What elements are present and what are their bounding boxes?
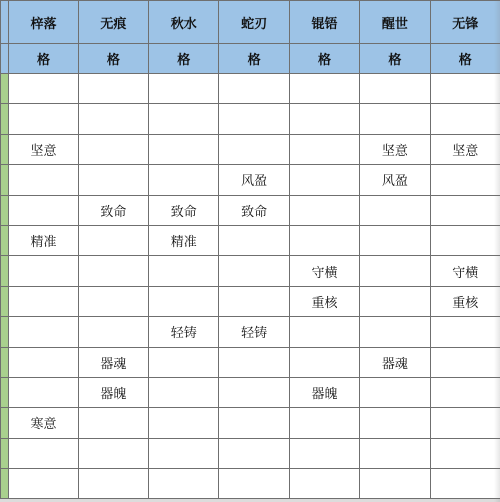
row-side-strip — [1, 408, 9, 438]
table-cell[interactable] — [430, 317, 500, 347]
table-cell[interactable] — [219, 438, 289, 468]
row-side-strip — [1, 438, 9, 468]
table-cell[interactable] — [149, 74, 219, 104]
table-cell[interactable] — [9, 286, 78, 316]
table-cell[interactable] — [360, 225, 430, 255]
table-cell[interactable]: 精准 — [9, 225, 78, 255]
table-cell[interactable]: 守横 — [289, 256, 359, 286]
table-cell[interactable] — [78, 469, 148, 499]
table-cell[interactable] — [78, 408, 148, 438]
table-cell[interactable] — [289, 408, 359, 438]
table-cell[interactable] — [360, 408, 430, 438]
row-side-strip — [1, 317, 9, 347]
row-side-strip — [1, 256, 9, 286]
row-side-strip — [1, 134, 9, 164]
header-side-cell — [1, 44, 9, 74]
table-cell[interactable] — [219, 256, 289, 286]
row-side-strip — [1, 377, 9, 407]
table-cell[interactable]: 重核 — [430, 286, 500, 316]
table-cell[interactable] — [289, 165, 359, 195]
table-cell[interactable] — [289, 317, 359, 347]
table-row — [1, 256, 500, 286]
table-cell[interactable] — [78, 225, 148, 255]
table-cell[interactable] — [9, 256, 78, 286]
table-cell[interactable]: 重核 — [289, 286, 359, 316]
table-cell[interactable] — [78, 317, 148, 347]
table-cell[interactable] — [78, 74, 148, 104]
header-cell[interactable]: 格 — [360, 44, 430, 74]
table-cell[interactable]: 致命 — [78, 195, 148, 225]
table-cell[interactable] — [289, 195, 359, 225]
header-side-cell — [1, 1, 9, 44]
table-row — [1, 469, 500, 499]
table-cell[interactable] — [149, 134, 219, 164]
table-cell[interactable] — [219, 469, 289, 499]
table-row — [1, 165, 500, 195]
header-row-sub — [1, 44, 500, 74]
table-cell[interactable]: 风盈 — [360, 165, 430, 195]
header-cell[interactable]: 格 — [149, 44, 219, 74]
table-cell[interactable] — [9, 104, 78, 134]
table-cell[interactable]: 坚意 — [430, 134, 500, 164]
table-cell[interactable]: 守横 — [430, 256, 500, 286]
table-cell[interactable] — [289, 104, 359, 134]
table-cell[interactable] — [149, 469, 219, 499]
header-cell[interactable]: 格 — [219, 44, 289, 74]
table-cell[interactable] — [289, 74, 359, 104]
table-cell[interactable] — [360, 317, 430, 347]
table-cell[interactable] — [360, 469, 430, 499]
table-cell[interactable] — [149, 438, 219, 468]
table-cell[interactable] — [78, 165, 148, 195]
table-cell[interactable] — [219, 286, 289, 316]
row-side-strip — [1, 165, 9, 195]
table-cell[interactable] — [9, 74, 78, 104]
table-cell[interactable] — [430, 165, 500, 195]
table-cell[interactable] — [9, 165, 78, 195]
table-cell[interactable] — [219, 134, 289, 164]
table-cell[interactable] — [78, 286, 148, 316]
table-cell[interactable] — [78, 438, 148, 468]
table-cell[interactable] — [219, 377, 289, 407]
table-cell[interactable] — [78, 134, 148, 164]
table-row — [1, 74, 500, 104]
row-side-strip — [1, 195, 9, 225]
row-side-strip — [1, 286, 9, 316]
table-cell[interactable]: 坚意 — [9, 134, 78, 164]
table-cell[interactable] — [9, 438, 78, 468]
header-cell[interactable]: 梓落 — [9, 1, 78, 44]
table-cell[interactable] — [430, 438, 500, 468]
table-cell[interactable] — [149, 347, 219, 377]
table-cell[interactable] — [9, 469, 78, 499]
row-side-strip — [1, 104, 9, 134]
header-cell[interactable]: 无锋 — [430, 1, 500, 44]
table-cell[interactable] — [149, 286, 219, 316]
table-cell[interactable] — [430, 104, 500, 134]
table-cell[interactable] — [149, 377, 219, 407]
table-row — [1, 104, 500, 134]
table-row — [1, 286, 500, 316]
table-cell[interactable] — [289, 469, 359, 499]
table-cell[interactable] — [9, 195, 78, 225]
table-cell[interactable]: 器魄 — [289, 377, 359, 407]
table-cell[interactable]: 致命 — [219, 195, 289, 225]
table-cell[interactable] — [219, 347, 289, 377]
row-side-strip — [1, 347, 9, 377]
table-row — [1, 347, 500, 377]
row-side-strip — [1, 225, 9, 255]
table-cell[interactable] — [430, 377, 500, 407]
table-cell[interactable]: 精准 — [149, 225, 219, 255]
header-cell[interactable]: 醒世 — [360, 1, 430, 44]
header-row-names — [1, 1, 500, 44]
table-cell[interactable] — [360, 377, 430, 407]
table-cell[interactable] — [430, 347, 500, 377]
table-cell[interactable]: 器魄 — [78, 377, 148, 407]
table-cell[interactable] — [430, 469, 500, 499]
table-row — [1, 317, 500, 347]
table-cell[interactable]: 坚意 — [360, 134, 430, 164]
table-cell[interactable] — [149, 104, 219, 134]
table-cell[interactable]: 器魂 — [78, 347, 148, 377]
header-cell[interactable]: 格 — [78, 44, 148, 74]
table-cell[interactable] — [149, 256, 219, 286]
table-cell[interactable]: 致命 — [149, 195, 219, 225]
table-cell[interactable] — [219, 225, 289, 255]
table-cell[interactable] — [9, 317, 78, 347]
table-cell[interactable] — [219, 104, 289, 134]
table-cell[interactable] — [78, 256, 148, 286]
table-cell[interactable] — [9, 347, 78, 377]
table-cell[interactable] — [149, 165, 219, 195]
table-row — [1, 377, 500, 407]
table-cell[interactable]: 轻铸 — [219, 317, 289, 347]
table-cell[interactable] — [219, 74, 289, 104]
header-cell[interactable]: 格 — [9, 44, 78, 74]
header-cell[interactable]: 无痕 — [78, 1, 148, 44]
table-cell[interactable] — [360, 256, 430, 286]
table-cell[interactable]: 风盈 — [219, 165, 289, 195]
table-cell[interactable] — [360, 286, 430, 316]
header-cell[interactable]: 秋水 — [149, 1, 219, 44]
row-side-strip — [1, 469, 9, 499]
table-cell[interactable] — [430, 408, 500, 438]
table-cell[interactable] — [149, 408, 219, 438]
table-cell[interactable] — [289, 347, 359, 377]
table-row — [1, 225, 500, 255]
table-row — [1, 134, 500, 164]
row-side-strip — [1, 74, 9, 104]
table-row — [1, 195, 500, 225]
table-cell[interactable] — [360, 195, 430, 225]
table-cell[interactable] — [430, 195, 500, 225]
table-cell[interactable] — [360, 438, 430, 468]
table-row — [1, 438, 500, 468]
table-cell[interactable] — [360, 74, 430, 104]
header-cell[interactable]: 格 — [430, 44, 500, 74]
table-cell[interactable]: 轻铸 — [149, 317, 219, 347]
table-cell[interactable] — [289, 438, 359, 468]
header-cell[interactable]: 格 — [289, 44, 359, 74]
table-cell[interactable] — [78, 104, 148, 134]
table-row — [1, 408, 500, 438]
table-cell[interactable] — [360, 104, 430, 134]
table-cell[interactable] — [289, 134, 359, 164]
table-cell[interactable] — [9, 377, 78, 407]
table-cell[interactable]: 器魂 — [360, 347, 430, 377]
table-cell[interactable]: 寒意 — [9, 408, 78, 438]
table-cell[interactable] — [430, 74, 500, 104]
header-cell[interactable]: 蛇刃 — [219, 1, 289, 44]
table-cell[interactable] — [289, 225, 359, 255]
header-cell[interactable]: 锟铻 — [289, 1, 359, 44]
table-cell[interactable] — [430, 225, 500, 255]
table-cell[interactable] — [219, 408, 289, 438]
